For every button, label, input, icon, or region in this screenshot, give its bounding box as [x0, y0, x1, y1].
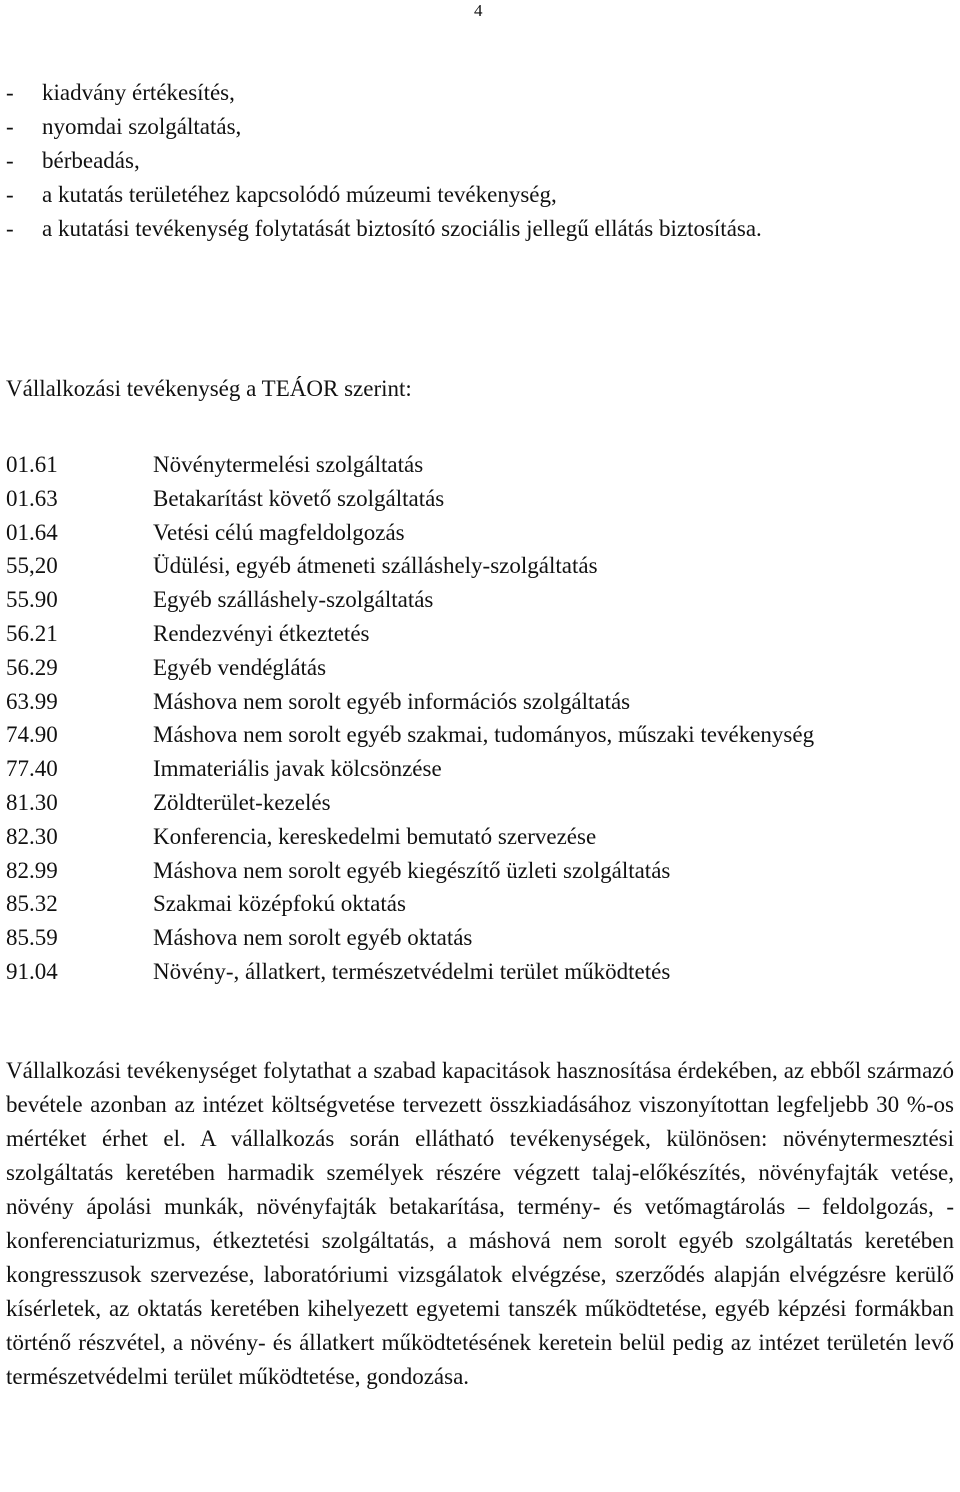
teaor-code: 01.63 — [6, 485, 58, 511]
teaor-item — [6, 583, 906, 617]
teaor-item — [6, 651, 906, 685]
bullet-item — [6, 76, 956, 110]
bullet-dash: - — [6, 182, 14, 207]
bullet-item — [6, 212, 956, 246]
teaor-code: 63.99 — [6, 688, 58, 714]
teaor-item — [6, 516, 906, 550]
teaor-description: Betakarítást követő szolgáltatás — [153, 485, 445, 511]
teaor-code: 85.32 — [6, 891, 58, 917]
bullet-dash: - — [6, 148, 14, 173]
teaor-code: 77.40 — [6, 756, 58, 782]
bullet-item — [6, 178, 956, 212]
teaor-code: 82.30 — [6, 823, 58, 849]
teaor-item — [6, 685, 906, 719]
teaor-item — [6, 752, 906, 786]
business-activity-paragraph: Vállalkozási tevékenységet folytathat a szabad kapacitások hasznosítása érdekében, az ebből származó bevétele azonban az intézet költségvetése tervezett összkiadásához viszonyítottan legfeljebb 30 %-os mértéket érhet el. A vállalkozás során ellátható tevékenységek, különösen: növénytermesztési szolgáltatás keretében harmadik személyek részére végzett talaj-előkészítés, növényfajták vetése, növény ápolási munkák, növényfajták betakarítása, termény- és vetőmagtárolás – feldolgozás, - konferenciaturizmus, étkeztetési szolgáltatás, a máshová nem sorolt egyéb szolgáltatás keretében kongresszusok szervezése, laboratóriumi vizsgálatok elvégzése, szerződés alapján elvégzésre kerülő kísérletek, az oktatás keretében kihelyezett egyetemi tanszék működtetése, egyéb képzési formákban történő részvétel, a növény- és állatkert működtetésének keretein belül pedig az intézet területén levő természetvédelmi terület működtetése, gondozása. — [6, 1058, 954, 1389]
teaor-item — [6, 482, 906, 516]
activity-bullet-list — [6, 76, 956, 246]
teaor-item — [6, 854, 906, 888]
teaor-code: 55.90 — [6, 587, 58, 613]
teaor-description: Máshova nem sorolt egyéb oktatás — [153, 925, 473, 951]
bullet-text: kiadvány értékesítés, — [42, 80, 235, 105]
teaor-description: Egyéb szálláshely-szolgáltatás — [153, 587, 434, 613]
teaor-item — [6, 955, 906, 989]
teaor-item — [6, 921, 906, 955]
bullet-item — [6, 110, 956, 144]
bullet-dash: - — [6, 114, 14, 139]
teaor-code: 82.99 — [6, 857, 58, 883]
teaor-code: 56.21 — [6, 620, 58, 646]
teaor-item — [6, 786, 906, 820]
teaor-description: Máshova nem sorolt egyéb kiegészítő üzleti szolgáltatás — [153, 857, 671, 883]
bullet-text: a kutatási tevékenység folytatását biztosító szociális jellegű ellátás biztosítása. — [42, 216, 762, 241]
bullet-text: nyomdai szolgáltatás, — [42, 114, 242, 139]
teaor-description: Szakmai középfokú oktatás — [153, 891, 406, 917]
teaor-description: Zöldterület-kezelés — [153, 789, 331, 815]
bullet-item — [6, 144, 956, 178]
teaor-description: Rendezvényi étkeztetés — [153, 620, 370, 646]
teaor-item — [6, 448, 906, 482]
teaor-item — [6, 549, 906, 583]
teaor-item — [6, 887, 906, 921]
bullet-dash: - — [6, 80, 14, 105]
teaor-item — [6, 718, 906, 752]
teaor-description: Konferencia, kereskedelmi bemutató szervezése — [153, 823, 597, 849]
teaor-heading: Vállalkozási tevékenység a TEÁOR szerint: — [6, 376, 412, 401]
teaor-code: 85.59 — [6, 925, 58, 951]
teaor-description: Vetési célú magfeldolgozás — [153, 519, 405, 545]
teaor-code: 91.04 — [6, 958, 58, 984]
teaor-description: Egyéb vendéglátás — [153, 654, 327, 680]
teaor-code: 01.61 — [6, 452, 58, 477]
bullet-text: a kutatás területéhez kapcsolódó múzeumi tevékenység, — [42, 182, 557, 207]
bullet-text: bérbeadás, — [42, 148, 140, 173]
teaor-code: 55,20 — [6, 553, 58, 579]
bullet-dash: - — [6, 216, 14, 241]
teaor-code-list — [6, 448, 906, 989]
teaor-description: Máshova nem sorolt egyéb információs szolgáltatás — [153, 688, 631, 714]
teaor-code: 01.64 — [6, 519, 58, 545]
teaor-description: Immateriális javak kölcsönzése — [153, 756, 442, 782]
teaor-item — [6, 820, 906, 854]
teaor-description: Növénytermelési szolgáltatás — [153, 452, 424, 477]
teaor-code: 74.90 — [6, 722, 58, 748]
teaor-code: 81.30 — [6, 789, 58, 815]
teaor-code: 56.29 — [6, 654, 58, 680]
teaor-item — [6, 617, 906, 651]
teaor-description: Növény-, állatkert, természetvédelmi terület működtetés — [153, 958, 671, 984]
teaor-description: Üdülési, egyéb átmeneti szálláshely-szolgáltatás — [153, 553, 598, 579]
teaor-description: Máshova nem sorolt egyéb szakmai, tudományos, műszaki tevékenység — [153, 722, 815, 748]
page-number: 4 — [474, 1, 483, 20]
